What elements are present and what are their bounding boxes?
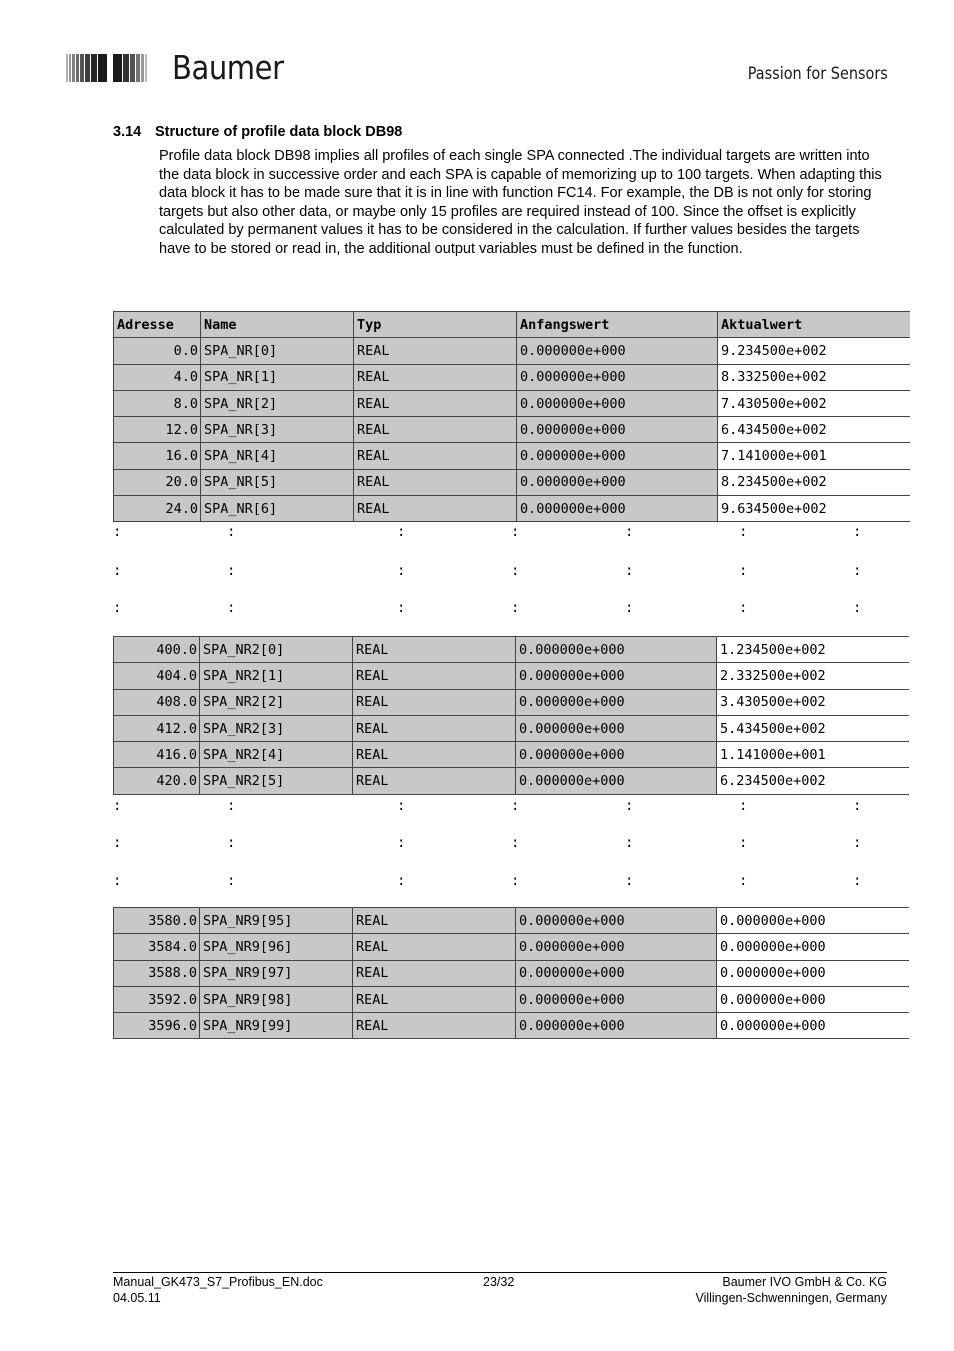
ellipsis-row: [113, 563, 913, 583]
ellipsis-mark: :: [625, 873, 634, 889]
table-row: [114, 338, 911, 364]
table-row: [114, 960, 910, 986]
cell-anfangswert: 0.000000e+000: [517, 469, 718, 495]
table-row: [114, 443, 911, 469]
ellipsis-mark: :: [511, 873, 520, 889]
table-row: [114, 469, 911, 495]
cell-aktualwert: 0.000000e+000: [717, 1013, 910, 1039]
ellipsis-mark: :: [113, 798, 122, 814]
cell-name: SPA_NR2[3]: [200, 715, 353, 741]
cell-aktualwert: 1.141000e+001: [717, 742, 910, 768]
page-header: [0, 0, 954, 110]
cell-aktualwert: 0.000000e+000: [717, 934, 910, 960]
ellipsis-mark: :: [227, 873, 236, 889]
db98-table-block-2: [113, 636, 909, 795]
table-row: [114, 768, 910, 794]
cell-typ: REAL: [354, 443, 517, 469]
cell-name: SPA_NR[3]: [201, 417, 354, 443]
cell-typ: REAL: [354, 469, 517, 495]
baumer-logo-bars-icon: [66, 54, 148, 82]
db98-table-block-3: [113, 907, 909, 1039]
cell-typ: REAL: [353, 689, 516, 715]
ellipsis-mark: :: [397, 524, 406, 540]
ellipsis-mark: :: [625, 798, 634, 814]
cell-adresse: 12.0: [114, 417, 201, 443]
table-row: [114, 742, 910, 768]
table-row: [114, 496, 911, 522]
ellipsis-mark: :: [227, 798, 236, 814]
ellipsis-mark: :: [397, 563, 406, 579]
column-header-aktualwert: Aktualwert: [718, 312, 911, 338]
section-paragraph: Profile data block DB98 implies all profiles of each single SPA connected .The individual targets are written into the data block in successive order and each SPA is capable of memorizing up to 100 targets. When adapting this data block it has to be made sure that it is in line with function FC14. For example, the DB is not only for storing targets but also other data, or maybe only 15 profiles are required instead of 100. Since the offset is explicitly calculated by permanent values it has to be considered in the calculation. If further values besides the targets have to be stored or read in, the additional output variables must be defined in the function.: [159, 148, 882, 257]
cell-name: SPA_NR2[4]: [200, 742, 353, 768]
cell-adresse: 20.0: [114, 469, 201, 495]
ellipsis-mark: :: [227, 563, 236, 579]
cell-adresse: 420.0: [114, 768, 200, 794]
ellipsis-mark: :: [227, 835, 236, 851]
footer-right: [695, 1275, 887, 1306]
ellipsis-mark: :: [511, 563, 520, 579]
cell-name: SPA_NR9[99]: [200, 1013, 353, 1039]
column-header-adresse: Adresse: [114, 312, 201, 338]
ellipsis-mark: :: [739, 524, 748, 540]
cell-adresse: 3588.0: [114, 960, 200, 986]
table-row: [114, 663, 910, 689]
cell-anfangswert: 0.000000e+000: [517, 417, 718, 443]
cell-anfangswert: 0.000000e+000: [516, 960, 717, 986]
cell-aktualwert: 9.234500e+002: [718, 338, 911, 364]
cell-adresse: 4.0: [114, 364, 201, 390]
ellipsis-mark: :: [511, 600, 520, 616]
cell-name: SPA_NR[2]: [201, 390, 354, 416]
ellipsis-mark: :: [511, 798, 520, 814]
ellipsis-mark: :: [739, 873, 748, 889]
table-row: [114, 908, 910, 934]
ellipsis-mark: :: [227, 600, 236, 616]
cell-anfangswert: 0.000000e+000: [516, 689, 717, 715]
table-header-row: [114, 312, 911, 338]
cell-anfangswert: 0.000000e+000: [516, 637, 717, 663]
footer-date: 04.05.11: [113, 1290, 161, 1305]
ellipsis-mark: :: [397, 835, 406, 851]
cell-aktualwert: 9.634500e+002: [718, 496, 911, 522]
ellipsis-mark: :: [853, 563, 862, 579]
cell-name: SPA_NR9[96]: [200, 934, 353, 960]
cell-name: SPA_NR[1]: [201, 364, 354, 390]
ellipsis-mark: :: [625, 563, 634, 579]
cell-aktualwert: 8.332500e+002: [718, 364, 911, 390]
cell-typ: REAL: [353, 934, 516, 960]
ellipsis-row: [113, 835, 913, 855]
cell-typ: REAL: [353, 742, 516, 768]
cell-aktualwert: 5.434500e+002: [717, 715, 910, 741]
cell-adresse: 408.0: [114, 689, 200, 715]
cell-aktualwert: 0.000000e+000: [717, 960, 910, 986]
company-logo-text: Baumer: [172, 48, 284, 87]
table-row: [114, 1013, 910, 1039]
footer-location: Villingen-Schwenningen, Germany: [695, 1290, 887, 1305]
cell-anfangswert: 0.000000e+000: [517, 364, 718, 390]
cell-aktualwert: 6.234500e+002: [717, 768, 910, 794]
cell-adresse: 16.0: [114, 443, 201, 469]
cell-anfangswert: 0.000000e+000: [516, 934, 717, 960]
ellipsis-mark: :: [227, 524, 236, 540]
cell-name: SPA_NR[6]: [201, 496, 354, 522]
ellipsis-mark: :: [739, 798, 748, 814]
section-heading: [113, 124, 402, 140]
cell-typ: REAL: [354, 496, 517, 522]
cell-anfangswert: 0.000000e+000: [517, 443, 718, 469]
ellipsis-mark: :: [739, 600, 748, 616]
ellipsis-mark: :: [511, 524, 520, 540]
cell-typ: REAL: [354, 364, 517, 390]
cell-typ: REAL: [353, 663, 516, 689]
cell-anfangswert: 0.000000e+000: [516, 908, 717, 934]
cell-typ: REAL: [354, 417, 517, 443]
ellipsis-mark: :: [113, 524, 122, 540]
cell-name: SPA_NR2[2]: [200, 689, 353, 715]
cell-name: SPA_NR9[95]: [200, 908, 353, 934]
footer-filename: Manual_GK473_S7_Profibus_EN.doc: [113, 1275, 323, 1289]
cell-typ: REAL: [353, 637, 516, 663]
ellipsis-mark: :: [625, 835, 634, 851]
cell-name: SPA_NR[5]: [201, 469, 354, 495]
ellipsis-mark: :: [625, 524, 634, 540]
column-header-typ: Typ: [354, 312, 517, 338]
cell-adresse: 3592.0: [114, 986, 200, 1012]
cell-name: SPA_NR9[97]: [200, 960, 353, 986]
cell-adresse: 412.0: [114, 715, 200, 741]
cell-adresse: 404.0: [114, 663, 200, 689]
cell-aktualwert: 1.234500e+002: [717, 637, 910, 663]
cell-adresse: 400.0: [114, 637, 200, 663]
cell-name: SPA_NR2[5]: [200, 768, 353, 794]
table-row: [114, 390, 911, 416]
cell-aktualwert: 0.000000e+000: [717, 908, 910, 934]
cell-name: SPA_NR9[98]: [200, 986, 353, 1012]
ellipsis-mark: :: [113, 563, 122, 579]
ellipsis-mark: :: [625, 600, 634, 616]
table-row: [114, 637, 910, 663]
cell-adresse: 3584.0: [114, 934, 200, 960]
ellipsis-mark: :: [397, 600, 406, 616]
cell-anfangswert: 0.000000e+000: [516, 1013, 717, 1039]
cell-typ: REAL: [353, 1013, 516, 1039]
cell-typ: REAL: [354, 338, 517, 364]
ellipsis-mark: :: [113, 873, 122, 889]
cell-typ: REAL: [353, 908, 516, 934]
cell-typ: REAL: [353, 960, 516, 986]
cell-aktualwert: 3.430500e+002: [717, 689, 910, 715]
footer-left: [113, 1275, 323, 1306]
footer-page-number: 23/32: [483, 1275, 515, 1289]
ellipsis-row: [113, 873, 913, 893]
cell-anfangswert: 0.000000e+000: [517, 338, 718, 364]
ellipsis-mark: :: [511, 835, 520, 851]
table-row: [114, 715, 910, 741]
cell-adresse: 3596.0: [114, 1013, 200, 1039]
cell-anfangswert: 0.000000e+000: [516, 663, 717, 689]
table-row: [114, 934, 910, 960]
ellipsis-mark: :: [113, 600, 122, 616]
ellipsis-mark: :: [853, 524, 862, 540]
cell-name: SPA_NR2[0]: [200, 637, 353, 663]
section-number: 3.14: [113, 124, 142, 140]
ellipsis-row: [113, 798, 913, 818]
table-row: [114, 417, 911, 443]
cell-anfangswert: 0.000000e+000: [516, 986, 717, 1012]
ellipsis-mark: :: [853, 873, 862, 889]
cell-adresse: 416.0: [114, 742, 200, 768]
cell-aktualwert: 7.141000e+001: [718, 443, 911, 469]
cell-name: SPA_NR2[1]: [200, 663, 353, 689]
footer-company: Baumer IVO GmbH & Co. KG: [722, 1275, 887, 1289]
cell-typ: REAL: [353, 715, 516, 741]
table-row: [114, 986, 910, 1012]
tagline: Passion for Sensors: [747, 64, 888, 84]
ellipsis-row: [113, 600, 913, 620]
column-header-name: Name: [201, 312, 354, 338]
cell-anfangswert: 0.000000e+000: [517, 390, 718, 416]
cell-anfangswert: 0.000000e+000: [516, 715, 717, 741]
ellipsis-mark: :: [853, 798, 862, 814]
cell-aktualwert: 2.332500e+002: [717, 663, 910, 689]
table-row: [114, 364, 911, 390]
cell-adresse: 24.0: [114, 496, 201, 522]
cell-aktualwert: 7.430500e+002: [718, 390, 911, 416]
ellipsis-mark: :: [397, 798, 406, 814]
cell-typ: REAL: [354, 390, 517, 416]
cell-anfangswert: 0.000000e+000: [517, 496, 718, 522]
cell-adresse: 0.0: [114, 338, 201, 364]
cell-adresse: 8.0: [114, 390, 201, 416]
ellipsis-mark: :: [739, 835, 748, 851]
ellipsis-mark: :: [397, 873, 406, 889]
cell-aktualwert: 6.434500e+002: [718, 417, 911, 443]
cell-typ: REAL: [353, 768, 516, 794]
ellipsis-row: [113, 524, 913, 544]
ellipsis-mark: :: [739, 563, 748, 579]
cell-name: SPA_NR[4]: [201, 443, 354, 469]
table-row: [114, 689, 910, 715]
cell-anfangswert: 0.000000e+000: [516, 768, 717, 794]
cell-aktualwert: 8.234500e+002: [718, 469, 911, 495]
cell-aktualwert: 0.000000e+000: [717, 986, 910, 1012]
column-header-anfangswert: Anfangswert: [517, 312, 718, 338]
section-title: Structure of profile data block DB98: [155, 124, 403, 140]
db98-table-block-1: [113, 311, 910, 522]
cell-typ: REAL: [353, 986, 516, 1012]
cell-anfangswert: 0.000000e+000: [516, 742, 717, 768]
footer-divider: [113, 1272, 887, 1273]
cell-name: SPA_NR[0]: [201, 338, 354, 364]
ellipsis-mark: :: [113, 835, 122, 851]
cell-adresse: 3580.0: [114, 908, 200, 934]
ellipsis-mark: :: [853, 600, 862, 616]
ellipsis-mark: :: [853, 835, 862, 851]
